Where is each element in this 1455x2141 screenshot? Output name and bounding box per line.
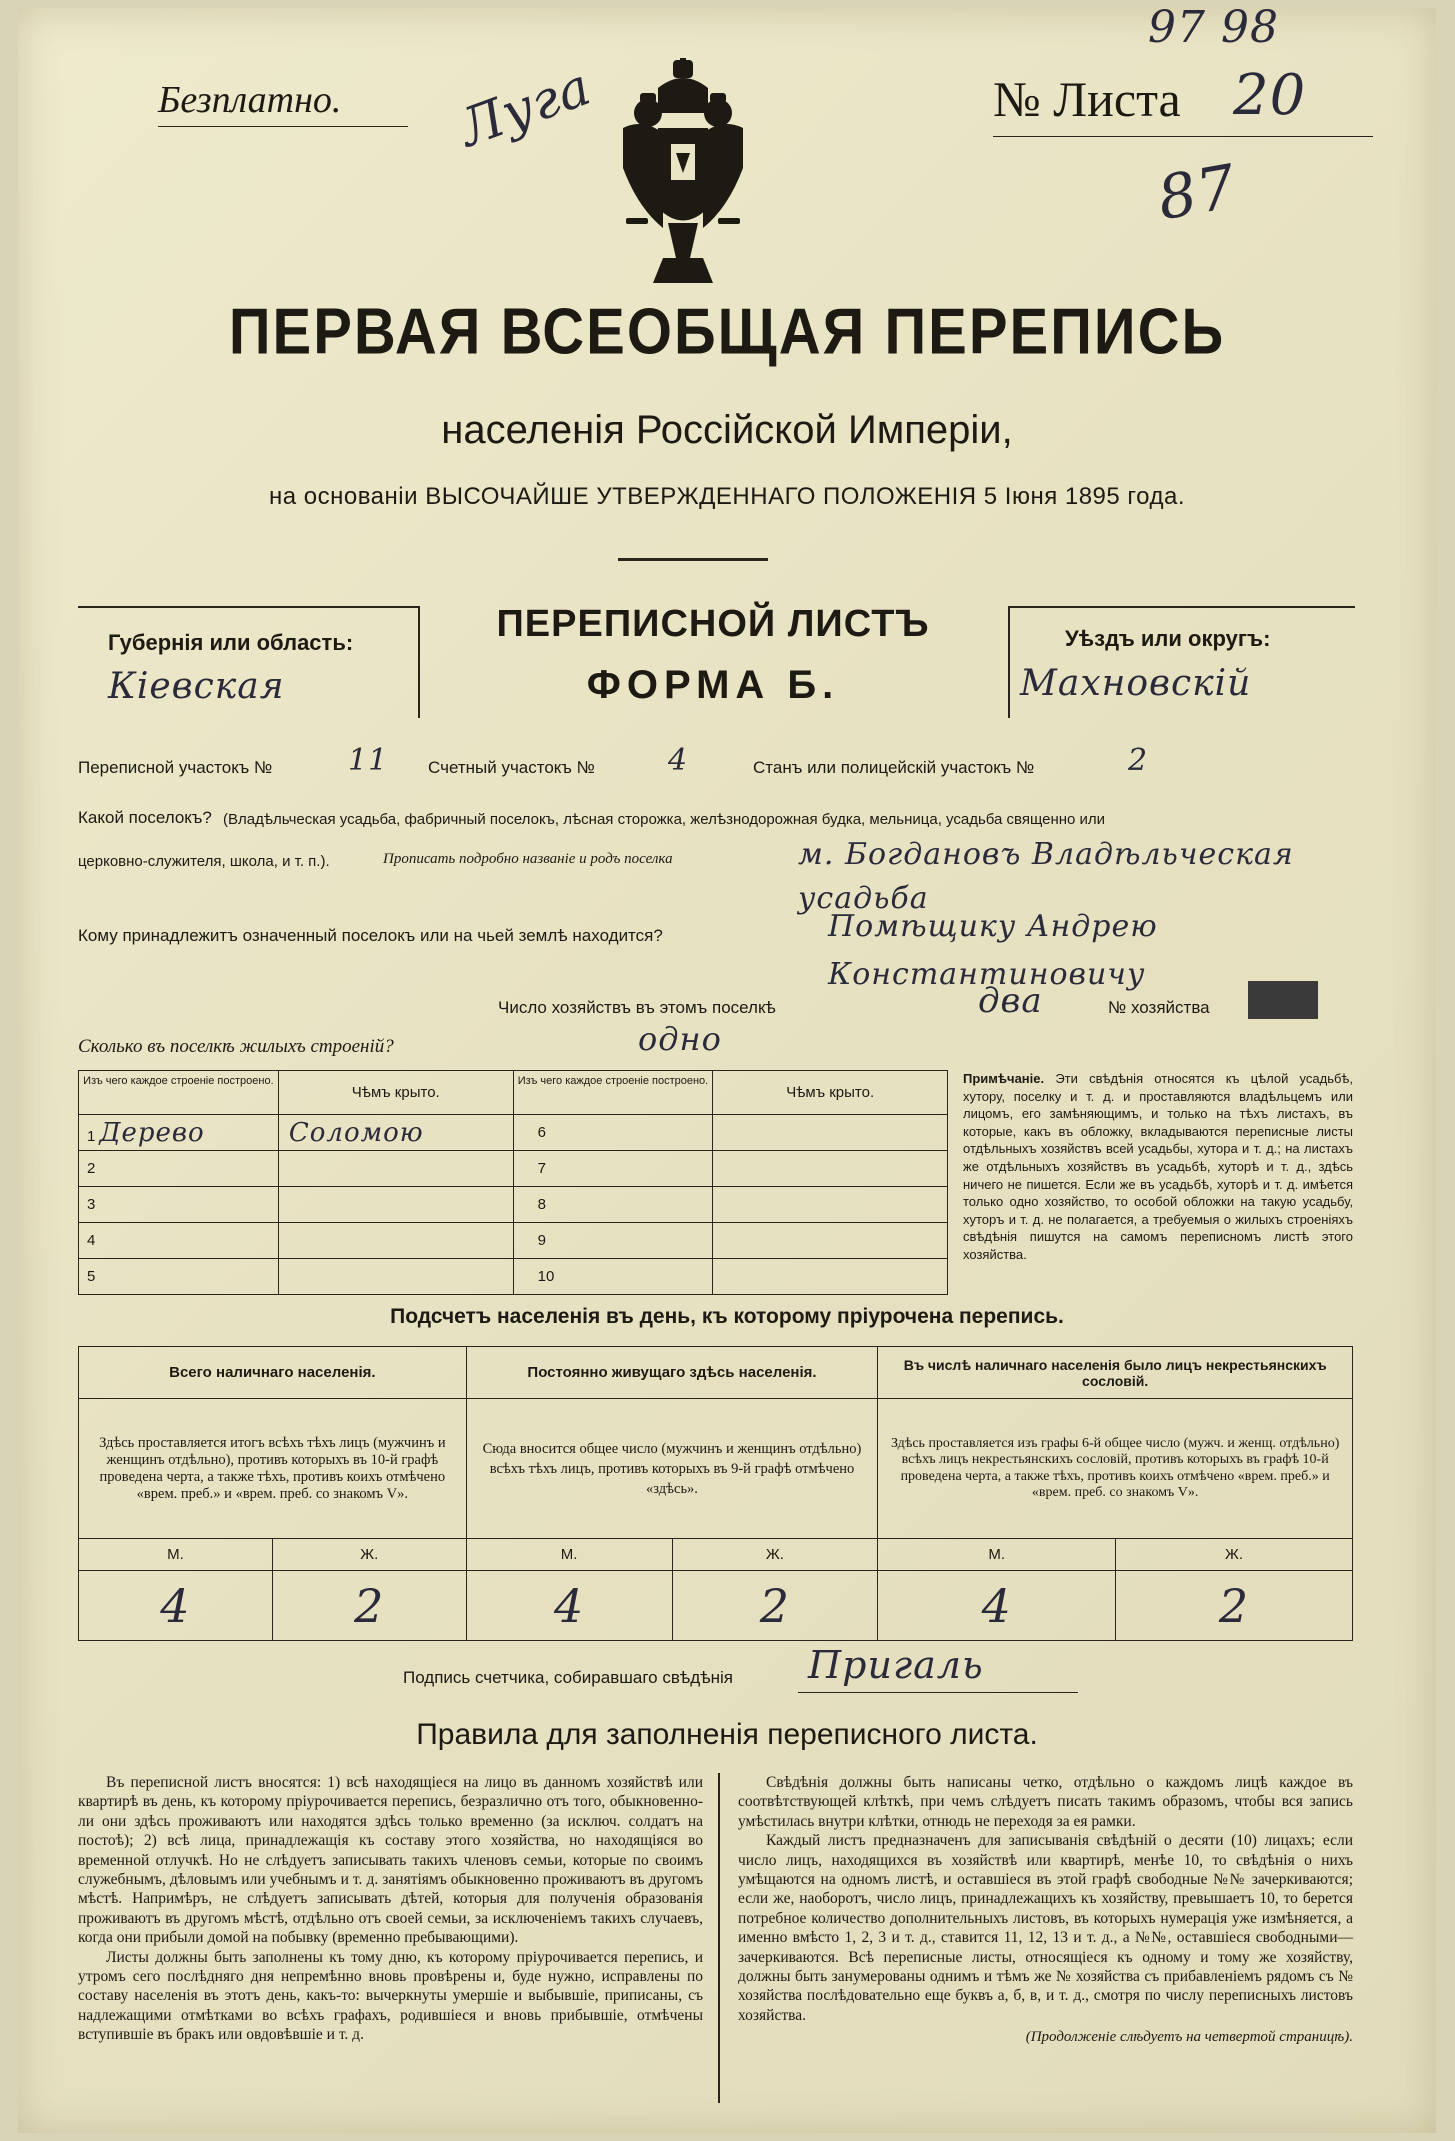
total-male-value: 4	[79, 1571, 273, 1641]
row-number: 4	[79, 1223, 279, 1259]
top-corner-marks: 97 98	[1148, 2, 1279, 53]
form-name: ФОРМА Б.	[586, 663, 840, 707]
total-population-desc: Здѣсь проставляется итогъ всѣхъ тѣхъ лицъ (мужчинъ и женщинъ отдѣльно), противъ которыхъ въ 10-й графѣ проведена черта, а также тѣхъ, противъ коихъ отмѣчено «врем. преб.» и «врем. преб. со знакомъ V».	[79, 1399, 467, 1539]
police-district-value: 2	[1128, 743, 1149, 778]
province-box	[78, 606, 420, 718]
settlement-instruction: Прописать подробно названіе и родъ поселка	[383, 851, 673, 867]
row-number: 7	[513, 1151, 713, 1187]
district-label: Уѣздъ или округъ:	[1065, 626, 1271, 651]
sheet-number-value: 20	[1233, 63, 1307, 128]
row-number: 6	[513, 1115, 713, 1151]
female-label: Ж.	[672, 1539, 878, 1571]
male-label: М.	[466, 1539, 672, 1571]
buildings-table	[78, 1070, 948, 1295]
row-number: 5	[79, 1259, 279, 1295]
female-label: Ж.	[1116, 1539, 1353, 1571]
settlement-hint: (Владѣльческая усадьба, фабричный поселокъ, лѣсная сторожка, желѣзнодорожная будка, мельница, усадьба священно или	[223, 811, 1106, 828]
buildings-question: Сколько въ поселкѣ жилыхъ строеній?	[78, 1036, 394, 1057]
rules-continued: (Продолженіе слѣдуетъ на четвертой страницѣ).	[1025, 2029, 1353, 2046]
material-header-left: Изъ чего каждое строеніе построено.	[79, 1071, 279, 1115]
district-box	[1008, 606, 1355, 718]
male-label: М.	[79, 1539, 273, 1571]
row-number: 1	[87, 1127, 96, 1145]
form-title: ПЕРЕПИСНОЙ ЛИСТЪ	[496, 603, 930, 645]
rules-left-paragraph-1: Въ переписной листъ вносятся: 1) всѣ находящіеся на лицо въ данномъ хозяйствѣ или квартирѣ въ день, къ которому пріурочивается перепись, безразлично отъ того, обыкновенно-ли они здѣсь проживаютъ или находятся здѣсь только временно (за исключ. солдатъ на постоѣ); 2) всѣ лица, принадлежащія къ составу этого хозяйства, но находящіяся во временной отлучкѣ. Но не слѣдуетъ записывать такихъ членовъ семьи, которые по своимъ служебнымъ, дѣловымъ или учебнымъ и т. д. занятіямъ обыкновенно проживаютъ въ другомъ мѣстѣ. Напримѣръ, не слѣдуетъ записывать дѣтей, которыя для полученія образованія проживаютъ въ другомъ мѣстѣ, отдѣльно отъ своей семьи, за исключеніемъ такихъ случаевъ, когда они прибыли домой на побывку (временно пребывающими).	[78, 1774, 703, 1947]
table-row	[79, 1223, 948, 1259]
rules-left-column	[78, 1773, 703, 2045]
row-number: 3	[79, 1187, 279, 1223]
non-peasant-male-value: 4	[878, 1571, 1116, 1641]
rules-right-paragraph-2: Каждый листъ предназначенъ для записыванія свѣдѣній о десяти (10) лицахъ; если число лицъ, находящихся въ хозяйствѣ или квартирѣ, менѣе 10, то свѣдѣнія о нихъ умѣщаются на одномъ листѣ, и оставшіеся въ этой графѣ свободные №№ зачеркиваются; если же, наоборотъ, число лицъ, принадлежащихъ къ хозяйству, превышаетъ 10, то берется потребное количество дополнительныхъ листовъ, въ которыхъ нумерація уже измѣняется, а именно вмѣсто 1, 2, 3 и т. д., ставится 11, 12, 13 и т. д., а №№, оставшіеся свободными—зачеркиваются. Всѣ переписные листы, относящіеся къ одному и тому же хозяйству, должны быть занумерованы однимъ и тѣмъ же № хозяйства съ прибавленіемъ рядомъ съ № хозяйства послѣдовательно еще буквъ а, б, в, и т. д., смотря по числу переписныхъ листовъ хозяйства.	[738, 1832, 1353, 2024]
non-peasant-desc: Здѣсь проставляется изъ графы 6-й общее число (мужч. и женщ. отдѣльно) всѣхъ лицъ некрестьянскихъ сословій, противъ которыхъ въ графѣ 10-й проведена черта, а также тѣхъ, противъ коихъ отмѣчено «врем. преб.» и «врем. преб. со знакомъ V».	[878, 1399, 1353, 1539]
rules-right-column	[738, 1773, 1353, 2046]
settlement-question: Какой поселокъ?	[78, 808, 212, 827]
household-no-label: № хозяйства	[1108, 998, 1210, 1017]
permanent-female-value: 2	[672, 1571, 878, 1641]
table-row	[79, 1259, 948, 1295]
owner-question: Кому принадлежитъ означенный поселокъ или на чьей землѣ находится?	[78, 926, 663, 945]
table-row	[79, 1115, 948, 1151]
row-number: 10	[513, 1259, 713, 1295]
male-label: М.	[878, 1539, 1116, 1571]
owner-value: Помѣщику Андрею Константиновичу	[828, 909, 1158, 992]
total-population-title: Всего наличнаго населенія.	[79, 1347, 467, 1399]
households-label: Число хозяйствъ въ этомъ поселкѣ	[498, 998, 776, 1017]
settlement-hint-2: церковно-служителя, школа, и т. п.).	[78, 853, 330, 870]
table-row	[79, 1151, 948, 1187]
sheet-number-label: № Листа	[993, 71, 1181, 127]
note-label: Примѣчаніе.	[963, 1071, 1045, 1086]
note-block	[963, 1070, 1353, 1264]
female-label: Ж.	[272, 1539, 466, 1571]
total-female-value: 2	[272, 1571, 466, 1641]
permanent-population-desc: Сюда вносится общее число (мужчинъ и женщинъ отдѣльно) всѣхъ тѣхъ лицъ, противъ которыхъ въ 9-й графѣ отмѣчено «здѣсь».	[466, 1399, 878, 1539]
district-value: Махновскій	[1020, 663, 1252, 704]
left-hand-mark: Луга	[451, 56, 600, 160]
counting-district-label: Счетный участокъ №	[428, 758, 595, 777]
rules-right-paragraph-1: Свѣдѣнія должны быть написаны четко, отдѣльно о каждомъ лицѣ каждое въ соотвѣтствующей клѣткѣ, при чемъ слѣдуетъ писать такимъ образомъ, чтобы вся запись умѣстилась внутри клѣтки, отнюдь не переходя за ея рамки.	[738, 1774, 1353, 1830]
permanent-male-value: 4	[466, 1571, 672, 1641]
signature-value: Пригаль	[808, 1643, 984, 1687]
row-number: 2	[79, 1151, 279, 1187]
population-table	[78, 1346, 1353, 1641]
page-title: ПЕРВАЯ ВСЕОБЩАЯ ПЕРЕПИСЬ	[228, 295, 1226, 368]
rules-left-paragraph-2: Листы должны быть заполнены къ тому дню, къ которому пріурочивается перепись, и утромъ сего послѣдняго дня непремѣнно вновь провѣрены и, буде нужно, исправлены по составу населенія въ этотъ день, какъ-то: вычеркнуты умершіе и выбывшіе, приписаны, съ надлежащими отмѣтками во всѣхъ графахъ, родившіеся и вновь прибывшіе, отмѣчены вступившіе въ бракъ или овдовѣвшіе и т. д.	[78, 1948, 703, 2044]
settlement-value: м. Богдановъ Владѣльческая усадьба	[798, 837, 1294, 916]
material-header-right: Изъ чего каждое строеніе построено.	[513, 1071, 713, 1115]
permanent-population-title: Постоянно живущаго здѣсь населенія.	[466, 1347, 878, 1399]
census-district-label: Переписной участокъ №	[78, 758, 273, 777]
non-peasant-female-value: 2	[1116, 1571, 1353, 1641]
province-value: Кіевская	[108, 666, 285, 707]
census-district-value: 11	[348, 743, 389, 778]
rules-heading: Правила для заполненія переписного листа.	[416, 1718, 1038, 1751]
signature-label: Подпись счетчика, собиравшаго свѣдѣнія	[403, 1668, 733, 1687]
roof-header-left: Чѣмъ крыто.	[278, 1071, 513, 1115]
basis-line: на основаніи ВЫСОЧАЙШЕ УТВЕРЖДЕННАГО ПОЛОЖЕНІЯ 5 Іюня 1895 года.	[268, 483, 1185, 510]
buildings-value: одно	[638, 1020, 722, 1058]
right-hand-mark: 87	[1152, 151, 1242, 235]
row-number: 8	[513, 1187, 713, 1223]
population-heading: Подсчетъ населенія въ день, къ которому пріурочена перепись.	[390, 1305, 1064, 1328]
row-number: 9	[513, 1223, 713, 1259]
census-sheet	[18, 2, 1436, 2133]
roof-header-right: Чѣмъ крыто.	[713, 1071, 948, 1115]
building-material: Дерево	[99, 1117, 205, 1148]
households-value: два	[978, 981, 1043, 1021]
double-headed-eagle-icon	[618, 58, 748, 288]
page-subtitle: населенія Россійской Имперіи,	[441, 408, 1013, 452]
note-text: Эти свѣдѣнія относятся къ цѣлой усадьбѣ, хутору, поселку и т. д. и проставляются владѣльцемъ или лицомъ, его замѣняющимъ, и только на тѣхъ листахъ, въ которые, какъ въ обложку, вкладываются переписные листы отдѣльныхъ хозяйствъ всей усадьбы, хутора и т. д.; на листахъ же отдѣльныхъ хозяйствъ въ усадьбѣ, хуторѣ и т. д., здѣсь ничего не пишется. Если же въ усадьбѣ, хуторѣ и т. д. имѣется только одно хозяйство, то особой обложки на такую усадьбу, хуторъ и т. д. не полагается, а требуемыя о жилыхъ строеніяхъ свѣдѣнія пишутся на самомъ переписномъ листѣ этого хозяйства.	[963, 1071, 1353, 1262]
table-row	[79, 1187, 948, 1223]
police-district-label: Станъ или полицейскій участокъ №	[753, 758, 1035, 777]
free-label: Безплатно.	[158, 79, 342, 121]
non-peasant-title: Въ числѣ наличнаго населенія было лицъ некрестьянскихъ сословій.	[878, 1347, 1353, 1399]
building-roof: Соломою	[288, 1117, 424, 1148]
counting-district-value: 4	[668, 743, 689, 778]
province-label: Губернія или область:	[108, 630, 354, 655]
rules-divider	[718, 1773, 720, 2103]
household-no-value: 1	[1248, 981, 1318, 1019]
